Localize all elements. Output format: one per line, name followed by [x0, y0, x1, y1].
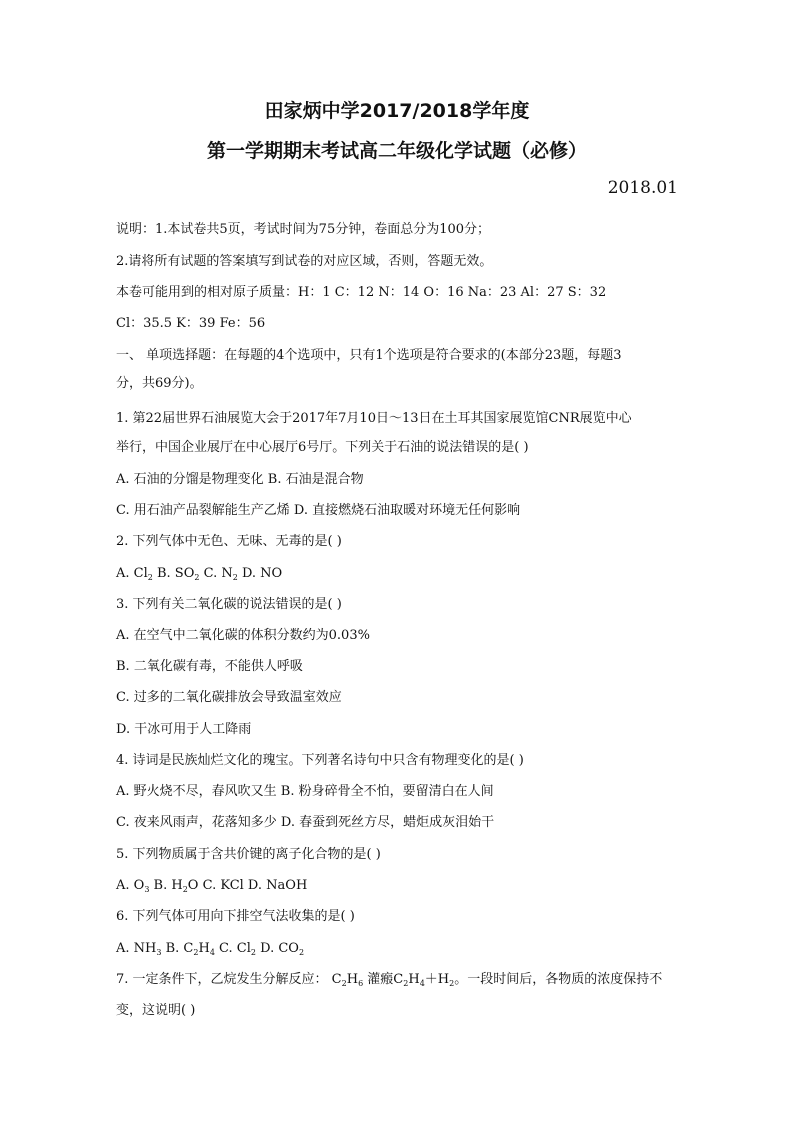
question-5-stem: 5. 下列物质属于含共价键的离子化合物的是( ) — [116, 847, 381, 862]
question-1-line-2: 举行，中国企业展厅在中心展厅6号厅。下列关于石油的说法错误的是( ) — [116, 440, 529, 455]
atomic-mass-line-1: 本卷可能用到的相对原子质量：H：1 C：12 N：14 O：16 Na：23 Al：27 S：32 — [116, 285, 607, 300]
section-heading-line-2: 分，共69分)。 — [116, 376, 203, 391]
question-4-options-ab: A. 野火烧不尽，春风吹又生 B. 粉身碎骨全不怕，要留清白在人间 — [116, 784, 494, 799]
question-1-options-ab: A. 石油的分馏是物理变化 B. 石油是混合物 — [116, 472, 364, 487]
question-7-line-1: 7. 一定条件下，乙烷发生分解反应： $C_2H_6$ 灌瘢$C_2H_4+H_2$。一段时间后，各物质的浓度保持不 — [116, 972, 663, 988]
question-4-stem: 4. 诗词是民族灿烂文化的瑰宝。下列著名诗句中只含有物理变化的是( ) — [116, 753, 524, 768]
question-3-option-b: B. 二氧化碳有毒，不能供人呼吸 — [116, 659, 303, 674]
question-3-option-c: C. 过多的二氧化碳排放会导致温室效应 — [116, 690, 342, 705]
question-7-line-2: 变，这说明( ) — [116, 1003, 196, 1018]
exam-date: 2018.01 — [607, 178, 678, 198]
exam-subtitle: 第一学期期末考试高二年级化学试题（必修） — [206, 140, 587, 162]
instructions-line-2: 2.请将所有试题的答案填写到试卷的对应区域，否则，答题无效。 — [116, 254, 493, 269]
question-2-options: A. $Cl_2$ B. $SO_2$ C. $N_2$ D. NO — [116, 566, 283, 582]
question-6-stem: 6. 下列气体可用向下排空气法收集的是( ) — [116, 909, 355, 924]
question-3-stem: 3. 下列有关二氧化碳的说法错误的是( ) — [116, 597, 342, 612]
question-1-line-1: 1. 第22届世界石油展览大会于2017年7月10日～13日在土耳其国家展览馆CNR展览中心 — [116, 411, 632, 426]
question-3-option-a: A. 在空气中二氧化碳的体积分数约为0.03% — [116, 628, 370, 643]
question-4-options-cd: C. 夜来风雨声，花落知多少 D. 春蚕到死丝方尽，蜡炬成灰泪始干 — [116, 815, 495, 830]
section-heading-line-1: 一、 单项选择题：在每题的4个选项中，只有1个选项是符合要求的(本部分23题，每题3 — [116, 348, 622, 363]
question-6-options: A. $NH_3$ B. $C_2H_4$ C. $Cl_2$ D. $CO_2$ — [116, 941, 305, 957]
atomic-mass-line-2: Cl：35.5 K：39 Fe：56 — [116, 316, 266, 331]
question-2-stem: 2. 下列气体中无色、无味、无毒的是( ) — [116, 534, 342, 549]
question-1-options-cd: C. 用石油产品裂解能生产乙烯 D. 直接燃烧石油取暖对环境无任何影响 — [116, 503, 521, 518]
exam-title: 田家炳中学2017/2018学年度 — [264, 100, 530, 122]
question-3-option-d: D. 干冰可用于人工降雨 — [116, 722, 252, 737]
instructions-line-1: 说明：1.本试卷共5页，考试时间为75分钟，卷面总分为100分； — [116, 222, 491, 237]
question-5-options: A. $O_3$ B. $H_2O$ C. KCl D. NaOH — [116, 878, 308, 894]
